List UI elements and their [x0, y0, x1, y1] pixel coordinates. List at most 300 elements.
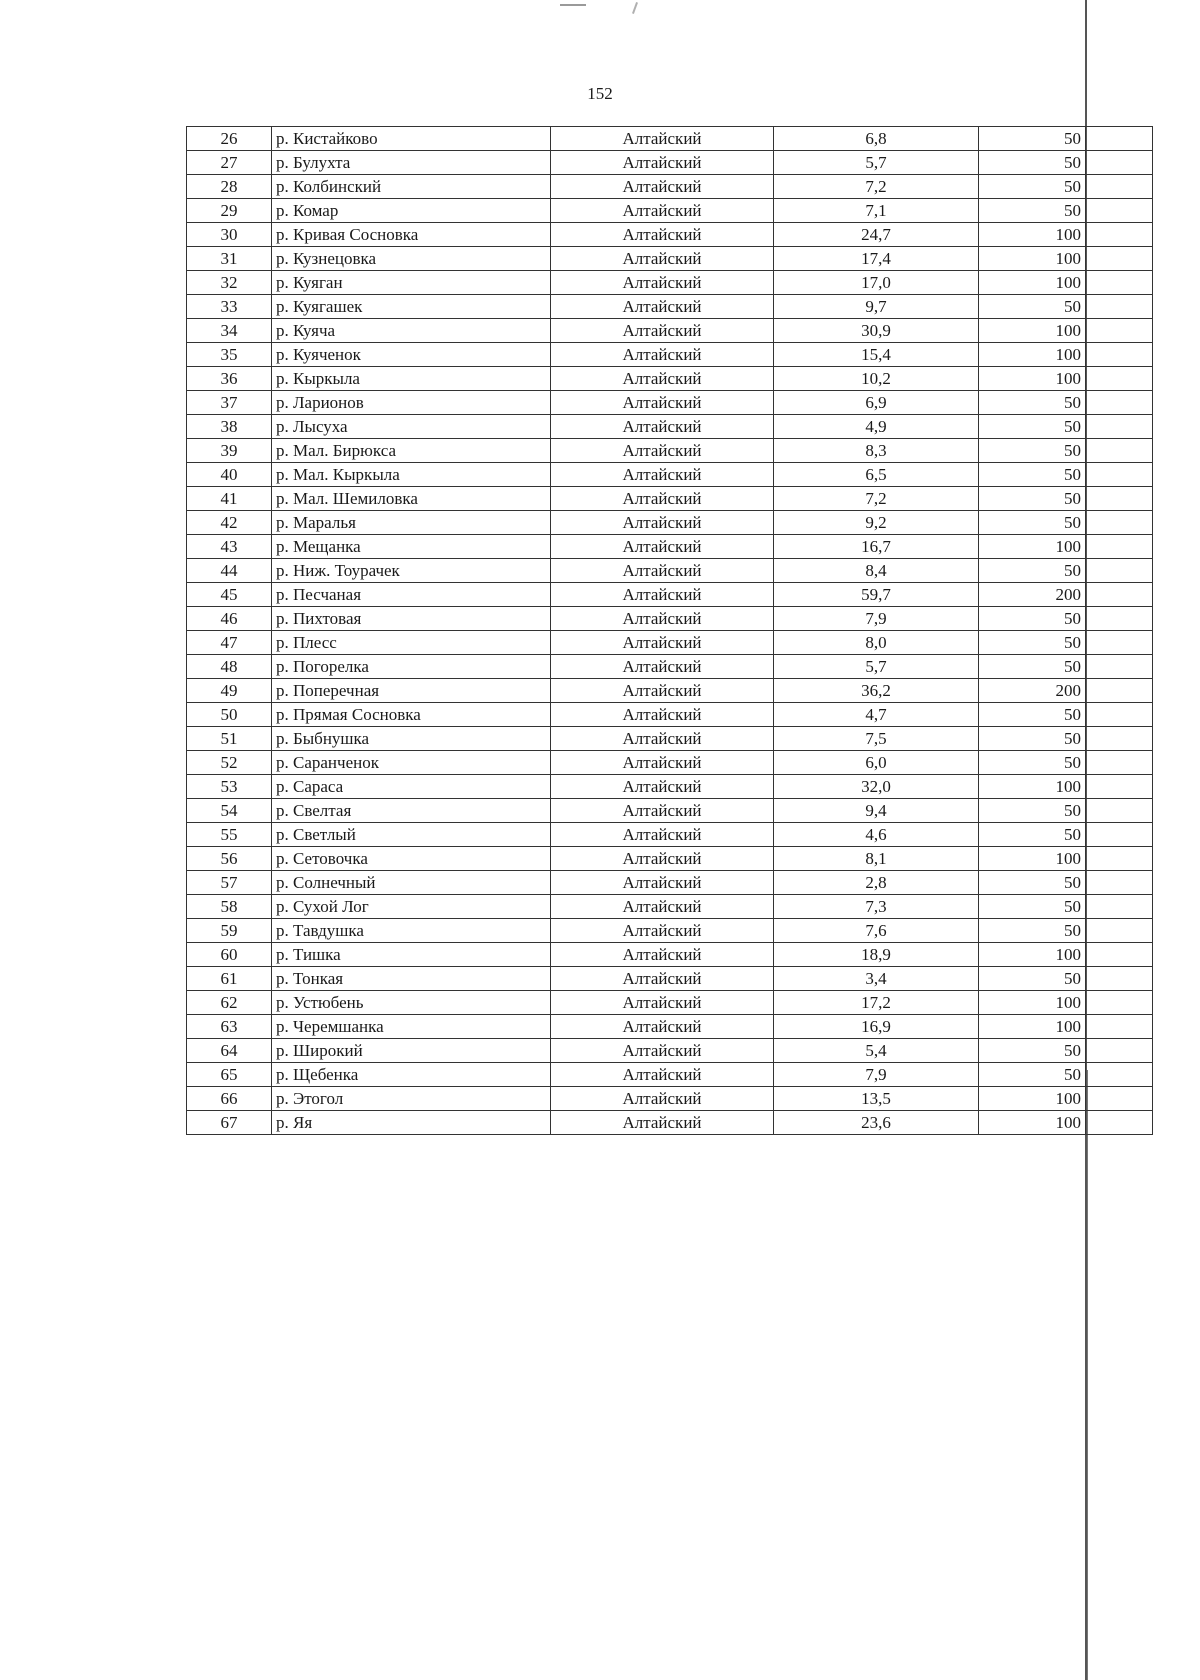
empty-cell [1086, 367, 1153, 391]
length-cell: 7,5 [774, 727, 979, 751]
table-row [187, 439, 1153, 463]
river-name-cell: р. Устюбень [272, 991, 551, 1015]
length-cell: 6,0 [774, 751, 979, 775]
empty-cell [1086, 343, 1153, 367]
river-name-cell: р. Ларионов [272, 391, 551, 415]
river-name-cell: р. Песчаная [272, 583, 551, 607]
zone-width-cell: 200 [979, 679, 1086, 703]
length-cell: 9,4 [774, 799, 979, 823]
empty-cell [1086, 1015, 1153, 1039]
row-number-cell: 37 [187, 391, 272, 415]
empty-cell [1086, 919, 1153, 943]
river-name-cell: р. Мал. Кыркыла [272, 463, 551, 487]
row-number-cell: 26 [187, 127, 272, 151]
length-cell: 8,1 [774, 847, 979, 871]
length-cell: 30,9 [774, 319, 979, 343]
row-number-cell: 31 [187, 247, 272, 271]
table-row [187, 199, 1153, 223]
table-row [187, 463, 1153, 487]
river-name-cell: р. Прямая Сосновка [272, 703, 551, 727]
region-cell: Алтайский [551, 151, 774, 175]
region-cell: Алтайский [551, 991, 774, 1015]
empty-cell [1086, 1039, 1153, 1063]
empty-cell [1086, 1087, 1153, 1111]
zone-width-cell: 100 [979, 1111, 1086, 1135]
row-number-cell: 64 [187, 1039, 272, 1063]
zone-width-cell: 50 [979, 175, 1086, 199]
empty-cell [1086, 151, 1153, 175]
row-number-cell: 35 [187, 343, 272, 367]
row-number-cell: 27 [187, 151, 272, 175]
empty-cell [1086, 631, 1153, 655]
table-row [187, 151, 1153, 175]
table-row [187, 487, 1153, 511]
river-name-cell: р. Свелтая [272, 799, 551, 823]
length-cell: 7,6 [774, 919, 979, 943]
zone-width-cell: 50 [979, 463, 1086, 487]
row-number-cell: 46 [187, 607, 272, 631]
region-cell: Алтайский [551, 1039, 774, 1063]
empty-cell [1086, 1063, 1153, 1087]
region-cell: Алтайский [551, 727, 774, 751]
row-number-cell: 62 [187, 991, 272, 1015]
region-cell: Алтайский [551, 1063, 774, 1087]
length-cell: 17,4 [774, 247, 979, 271]
table-row [187, 823, 1153, 847]
table-row [187, 319, 1153, 343]
table-row [187, 871, 1153, 895]
row-number-cell: 54 [187, 799, 272, 823]
region-cell: Алтайский [551, 583, 774, 607]
empty-cell [1086, 439, 1153, 463]
river-name-cell: р. Сухой Лог [272, 895, 551, 919]
table-row [187, 847, 1153, 871]
empty-cell [1086, 823, 1153, 847]
table-row [187, 223, 1153, 247]
table-row [187, 919, 1153, 943]
length-cell: 7,3 [774, 895, 979, 919]
empty-cell [1086, 751, 1153, 775]
river-name-cell: р. Щебенка [272, 1063, 551, 1087]
river-name-cell: р. Куяган [272, 271, 551, 295]
zone-width-cell: 100 [979, 1087, 1086, 1111]
empty-cell [1086, 895, 1153, 919]
row-number-cell: 58 [187, 895, 272, 919]
zone-width-cell: 50 [979, 559, 1086, 583]
length-cell: 7,9 [774, 607, 979, 631]
scan-artifact [632, 2, 638, 14]
empty-cell [1086, 943, 1153, 967]
river-name-cell: р. Комар [272, 199, 551, 223]
zone-width-cell: 50 [979, 151, 1086, 175]
empty-cell [1086, 247, 1153, 271]
empty-cell [1086, 319, 1153, 343]
river-name-cell: р. Ниж. Тоурачек [272, 559, 551, 583]
river-name-cell: р. Пихтовая [272, 607, 551, 631]
table-row [187, 1111, 1153, 1135]
empty-cell [1086, 655, 1153, 679]
region-cell: Алтайский [551, 487, 774, 511]
length-cell: 8,3 [774, 439, 979, 463]
river-name-cell: р. Тавдушка [272, 919, 551, 943]
row-number-cell: 55 [187, 823, 272, 847]
length-cell: 17,2 [774, 991, 979, 1015]
row-number-cell: 50 [187, 703, 272, 727]
length-cell: 9,2 [774, 511, 979, 535]
river-name-cell: р. Быбнушка [272, 727, 551, 751]
length-cell: 8,4 [774, 559, 979, 583]
region-cell: Алтайский [551, 799, 774, 823]
table-body [187, 127, 1153, 1135]
region-cell: Алтайский [551, 511, 774, 535]
zone-width-cell: 100 [979, 991, 1086, 1015]
empty-cell [1086, 415, 1153, 439]
region-cell: Алтайский [551, 655, 774, 679]
length-cell: 6,9 [774, 391, 979, 415]
empty-cell [1086, 847, 1153, 871]
empty-cell [1086, 679, 1153, 703]
empty-cell [1086, 583, 1153, 607]
table-row [187, 1015, 1153, 1039]
zone-width-cell: 100 [979, 1015, 1086, 1039]
region-cell: Алтайский [551, 823, 774, 847]
region-cell: Алтайский [551, 1087, 774, 1111]
river-name-cell: р. Лысуха [272, 415, 551, 439]
empty-cell [1086, 127, 1153, 151]
region-cell: Алтайский [551, 919, 774, 943]
river-name-cell: р. Тишка [272, 943, 551, 967]
zone-width-cell: 50 [979, 919, 1086, 943]
length-cell: 18,9 [774, 943, 979, 967]
table-row [187, 631, 1153, 655]
river-name-cell: р. Маралья [272, 511, 551, 535]
region-cell: Алтайский [551, 967, 774, 991]
region-cell: Алтайский [551, 1111, 774, 1135]
region-cell: Алтайский [551, 319, 774, 343]
table-row [187, 127, 1153, 151]
empty-cell [1086, 703, 1153, 727]
zone-width-cell: 100 [979, 367, 1086, 391]
river-name-cell: р. Куяченок [272, 343, 551, 367]
empty-cell [1086, 775, 1153, 799]
region-cell: Алтайский [551, 415, 774, 439]
row-number-cell: 65 [187, 1063, 272, 1087]
row-number-cell: 29 [187, 199, 272, 223]
region-cell: Алтайский [551, 559, 774, 583]
zone-width-cell: 100 [979, 847, 1086, 871]
river-name-cell: р. Кузнецовка [272, 247, 551, 271]
row-number-cell: 48 [187, 655, 272, 679]
zone-width-cell: 50 [979, 391, 1086, 415]
region-cell: Алтайский [551, 775, 774, 799]
zone-width-cell: 50 [979, 727, 1086, 751]
row-number-cell: 39 [187, 439, 272, 463]
region-cell: Алтайский [551, 847, 774, 871]
river-name-cell: р. Этогол [272, 1087, 551, 1111]
length-cell: 7,1 [774, 199, 979, 223]
river-name-cell: р. Мещанка [272, 535, 551, 559]
empty-cell [1086, 607, 1153, 631]
table-row [187, 247, 1153, 271]
row-number-cell: 61 [187, 967, 272, 991]
table-row [187, 967, 1153, 991]
zone-width-cell: 50 [979, 871, 1086, 895]
length-cell: 32,0 [774, 775, 979, 799]
length-cell: 8,0 [774, 631, 979, 655]
table-row [187, 895, 1153, 919]
table-row [187, 799, 1153, 823]
row-number-cell: 30 [187, 223, 272, 247]
length-cell: 17,0 [774, 271, 979, 295]
zone-width-cell: 50 [979, 511, 1086, 535]
table-row [187, 343, 1153, 367]
zone-width-cell: 50 [979, 415, 1086, 439]
region-cell: Алтайский [551, 367, 774, 391]
length-cell: 4,9 [774, 415, 979, 439]
table-row [187, 367, 1153, 391]
river-name-cell: р. Мал. Шемиловка [272, 487, 551, 511]
river-name-cell: р. Кривая Сосновка [272, 223, 551, 247]
river-name-cell: р. Булухта [272, 151, 551, 175]
row-number-cell: 38 [187, 415, 272, 439]
table-row [187, 271, 1153, 295]
zone-width-cell: 50 [979, 967, 1086, 991]
empty-cell [1086, 487, 1153, 511]
length-cell: 24,7 [774, 223, 979, 247]
region-cell: Алтайский [551, 1015, 774, 1039]
table-row [187, 511, 1153, 535]
river-name-cell: р. Мал. Бирюкса [272, 439, 551, 463]
row-number-cell: 43 [187, 535, 272, 559]
row-number-cell: 34 [187, 319, 272, 343]
region-cell: Алтайский [551, 247, 774, 271]
length-cell: 10,2 [774, 367, 979, 391]
table-row [187, 991, 1153, 1015]
length-cell: 16,7 [774, 535, 979, 559]
row-number-cell: 49 [187, 679, 272, 703]
empty-cell [1086, 1111, 1153, 1135]
empty-cell [1086, 511, 1153, 535]
river-name-cell: р. Светлый [272, 823, 551, 847]
region-cell: Алтайский [551, 463, 774, 487]
empty-cell [1086, 871, 1153, 895]
zone-width-cell: 50 [979, 895, 1086, 919]
table-row [187, 415, 1153, 439]
river-name-cell: р. Черемшанка [272, 1015, 551, 1039]
region-cell: Алтайский [551, 343, 774, 367]
river-name-cell: р. Кистайково [272, 127, 551, 151]
scan-edge-line [1087, 1070, 1088, 1680]
table-row [187, 1063, 1153, 1087]
table-row [187, 943, 1153, 967]
row-number-cell: 56 [187, 847, 272, 871]
table-row [187, 559, 1153, 583]
length-cell: 7,9 [774, 1063, 979, 1087]
region-cell: Алтайский [551, 127, 774, 151]
zone-width-cell: 50 [979, 655, 1086, 679]
river-name-cell: р. Куяча [272, 319, 551, 343]
region-cell: Алтайский [551, 391, 774, 415]
zone-width-cell: 100 [979, 223, 1086, 247]
region-cell: Алтайский [551, 751, 774, 775]
table-row [187, 391, 1153, 415]
river-name-cell: р. Тонкая [272, 967, 551, 991]
row-number-cell: 57 [187, 871, 272, 895]
zone-width-cell: 100 [979, 319, 1086, 343]
zone-width-cell: 100 [979, 247, 1086, 271]
length-cell: 7,2 [774, 487, 979, 511]
empty-cell [1086, 559, 1153, 583]
length-cell: 6,5 [774, 463, 979, 487]
table-row [187, 583, 1153, 607]
length-cell: 5,4 [774, 1039, 979, 1063]
length-cell: 13,5 [774, 1087, 979, 1111]
row-number-cell: 28 [187, 175, 272, 199]
row-number-cell: 66 [187, 1087, 272, 1111]
zone-width-cell: 50 [979, 199, 1086, 223]
river-name-cell: р. Кыркыла [272, 367, 551, 391]
row-number-cell: 63 [187, 1015, 272, 1039]
table-row [187, 679, 1153, 703]
zone-width-cell: 50 [979, 751, 1086, 775]
table-row [187, 1039, 1153, 1063]
row-number-cell: 59 [187, 919, 272, 943]
region-cell: Алтайский [551, 895, 774, 919]
length-cell: 5,7 [774, 151, 979, 175]
row-number-cell: 42 [187, 511, 272, 535]
river-name-cell: р. Саранченок [272, 751, 551, 775]
river-name-cell: р. Сараса [272, 775, 551, 799]
river-name-cell: р. Куягашек [272, 295, 551, 319]
rivers-table [186, 126, 1153, 1135]
empty-cell [1086, 463, 1153, 487]
empty-cell [1086, 295, 1153, 319]
table-row [187, 751, 1153, 775]
table-row [187, 295, 1153, 319]
zone-width-cell: 50 [979, 823, 1086, 847]
region-cell: Алтайский [551, 439, 774, 463]
empty-cell [1086, 175, 1153, 199]
region-cell: Алтайский [551, 535, 774, 559]
river-name-cell: р. Погорелка [272, 655, 551, 679]
empty-cell [1086, 391, 1153, 415]
river-name-cell: р. Сетовочка [272, 847, 551, 871]
row-number-cell: 40 [187, 463, 272, 487]
zone-width-cell: 50 [979, 1039, 1086, 1063]
length-cell: 2,8 [774, 871, 979, 895]
zone-width-cell: 100 [979, 535, 1086, 559]
row-number-cell: 52 [187, 751, 272, 775]
table-row [187, 655, 1153, 679]
zone-width-cell: 50 [979, 1063, 1086, 1087]
length-cell: 59,7 [774, 583, 979, 607]
region-cell: Алтайский [551, 943, 774, 967]
row-number-cell: 51 [187, 727, 272, 751]
region-cell: Алтайский [551, 871, 774, 895]
region-cell: Алтайский [551, 631, 774, 655]
empty-cell [1086, 727, 1153, 751]
region-cell: Алтайский [551, 271, 774, 295]
row-number-cell: 53 [187, 775, 272, 799]
zone-width-cell: 50 [979, 127, 1086, 151]
empty-cell [1086, 799, 1153, 823]
zone-width-cell: 100 [979, 271, 1086, 295]
river-name-cell: р. Плесс [272, 631, 551, 655]
page-number: 152 [587, 84, 613, 103]
row-number-cell: 60 [187, 943, 272, 967]
zone-width-cell: 200 [979, 583, 1086, 607]
length-cell: 36,2 [774, 679, 979, 703]
table-row [187, 1087, 1153, 1111]
scan-artifact [560, 4, 586, 6]
empty-cell [1086, 271, 1153, 295]
zone-width-cell: 100 [979, 943, 1086, 967]
length-cell: 4,6 [774, 823, 979, 847]
table-row [187, 775, 1153, 799]
river-name-cell: р. Поперечная [272, 679, 551, 703]
region-cell: Алтайский [551, 679, 774, 703]
region-cell: Алтайский [551, 199, 774, 223]
row-number-cell: 45 [187, 583, 272, 607]
zone-width-cell: 100 [979, 343, 1086, 367]
row-number-cell: 41 [187, 487, 272, 511]
table-row [187, 703, 1153, 727]
length-cell: 16,9 [774, 1015, 979, 1039]
region-cell: Алтайский [551, 175, 774, 199]
table-row [187, 607, 1153, 631]
empty-cell [1086, 535, 1153, 559]
row-number-cell: 32 [187, 271, 272, 295]
table-row [187, 727, 1153, 751]
zone-width-cell: 100 [979, 775, 1086, 799]
region-cell: Алтайский [551, 703, 774, 727]
zone-width-cell: 50 [979, 487, 1086, 511]
empty-cell [1086, 991, 1153, 1015]
length-cell: 7,2 [774, 175, 979, 199]
river-name-cell: р. Колбинский [272, 175, 551, 199]
region-cell: Алтайский [551, 607, 774, 631]
length-cell: 4,7 [774, 703, 979, 727]
river-name-cell: р. Яя [272, 1111, 551, 1135]
zone-width-cell: 50 [979, 703, 1086, 727]
zone-width-cell: 50 [979, 799, 1086, 823]
table-row [187, 175, 1153, 199]
length-cell: 6,8 [774, 127, 979, 151]
zone-width-cell: 50 [979, 607, 1086, 631]
empty-cell [1086, 199, 1153, 223]
region-cell: Алтайский [551, 295, 774, 319]
row-number-cell: 44 [187, 559, 272, 583]
table-row [187, 535, 1153, 559]
length-cell: 23,6 [774, 1111, 979, 1135]
region-cell: Алтайский [551, 223, 774, 247]
row-number-cell: 36 [187, 367, 272, 391]
length-cell: 5,7 [774, 655, 979, 679]
row-number-cell: 67 [187, 1111, 272, 1135]
zone-width-cell: 50 [979, 439, 1086, 463]
length-cell: 9,7 [774, 295, 979, 319]
length-cell: 15,4 [774, 343, 979, 367]
empty-cell [1086, 967, 1153, 991]
zone-width-cell: 50 [979, 295, 1086, 319]
row-number-cell: 47 [187, 631, 272, 655]
river-name-cell: р. Широкий [272, 1039, 551, 1063]
river-name-cell: р. Солнечный [272, 871, 551, 895]
empty-cell [1086, 223, 1153, 247]
length-cell: 3,4 [774, 967, 979, 991]
zone-width-cell: 50 [979, 631, 1086, 655]
row-number-cell: 33 [187, 295, 272, 319]
